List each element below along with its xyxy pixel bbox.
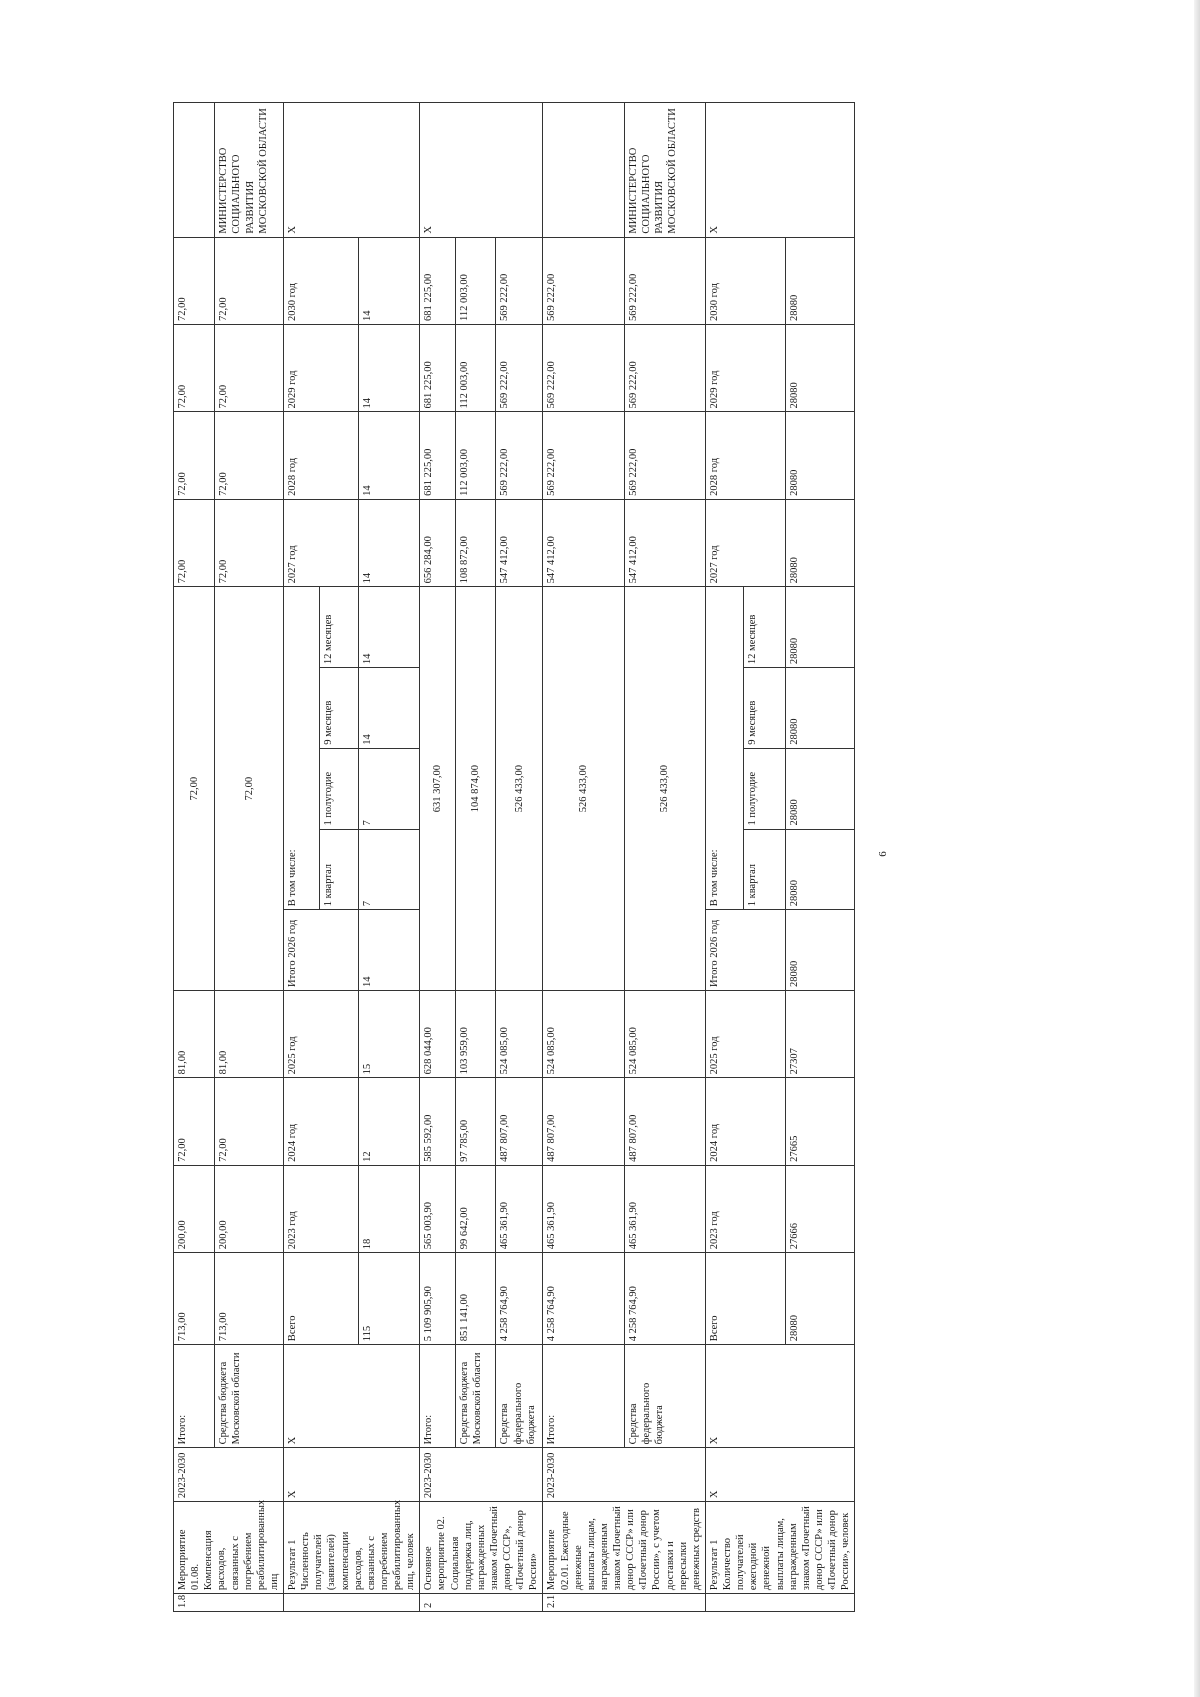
rotated-sheet <box>173 102 852 1612</box>
cell-2025: 628 044,00 <box>420 990 456 1077</box>
hdr-h1: 1 полугодие <box>744 748 786 829</box>
table-row <box>496 103 543 1612</box>
result-source: X <box>284 1345 420 1448</box>
cell-2029: 72,00 <box>215 325 284 412</box>
cell-2029: 72,00 <box>174 325 215 412</box>
cell-2025: 103 959,00 <box>456 990 496 1077</box>
cell-total: 713,00 <box>174 1253 215 1345</box>
hdr-2024: 2024 год <box>705 1078 785 1165</box>
val: 28080 <box>785 237 855 324</box>
cell-2023: 465 361,90 <box>543 1165 624 1252</box>
val: 28080 <box>785 1253 855 1345</box>
hdr-2023: 2023 год <box>705 1165 785 1252</box>
cell-2023: 200,00 <box>174 1165 215 1252</box>
cell-2023: 465 361,90 <box>496 1165 543 1252</box>
table-row <box>456 103 496 1612</box>
val: 27665 <box>785 1078 855 1165</box>
hdr-2027: 2027 год <box>705 499 785 586</box>
source-fed: Средства федерального бюджета <box>624 1345 705 1448</box>
hdr-2026: Итого 2026 год <box>284 910 359 991</box>
hdr-2025: 2025 год <box>705 990 785 1077</box>
hdr-2024: 2024 год <box>284 1078 359 1165</box>
table-row <box>284 103 320 1612</box>
val: 15 <box>358 990 420 1077</box>
cell-2023: 565 003,90 <box>420 1165 456 1252</box>
val: 28080 <box>785 325 855 412</box>
cell-2028: 681 225,00 <box>420 412 456 499</box>
cell-2025: 81,00 <box>215 990 284 1077</box>
cell-2028: 112 003,00 <box>456 412 496 499</box>
cell-2029: 569 222,00 <box>496 325 543 412</box>
hdr-total: Всего <box>705 1253 785 1345</box>
hdr-2027: 2027 год <box>284 499 359 586</box>
hdr-2028: 2028 год <box>705 412 785 499</box>
val: 14 <box>358 910 420 991</box>
cell-2027: 547 412,00 <box>496 499 543 586</box>
hdr-total: Всего <box>284 1253 359 1345</box>
cell-2030: 569 222,00 <box>496 237 543 324</box>
cell-2029: 569 222,00 <box>543 325 624 412</box>
cell-2030: 72,00 <box>215 237 284 324</box>
result-mark: X <box>284 1448 420 1502</box>
cell-2027: 656 284,00 <box>420 499 456 586</box>
val: 12 <box>358 1078 420 1165</box>
val: 27307 <box>785 990 855 1077</box>
cell-2028: 72,00 <box>215 412 284 499</box>
cell-2030: 72,00 <box>174 237 215 324</box>
executor: МИНИСТЕРСТВО СОЦИАЛЬНОГО РАЗВИТИЯ МОСКОВСКОЙ ОБЛАСТИ <box>215 103 284 238</box>
val: 115 <box>358 1253 420 1345</box>
cell-2030: 569 222,00 <box>624 237 705 324</box>
row-number: 2.1 <box>543 1594 706 1612</box>
cell-2024: 97 785,00 <box>456 1078 496 1165</box>
cell-2023: 200,00 <box>215 1165 284 1252</box>
cell-2027: 72,00 <box>215 499 284 586</box>
table-row <box>420 103 456 1612</box>
scan-edge <box>1194 0 1200 1697</box>
source-total: Итого: <box>174 1345 215 1448</box>
hdr-12m: 12 месяцев <box>744 587 786 668</box>
hdr-2029: 2029 год <box>705 325 785 412</box>
hdr-9m: 9 месяцев <box>744 668 786 749</box>
cell-2024: 487 807,00 <box>543 1078 624 1165</box>
cell-2027: 72,00 <box>174 499 215 586</box>
row-name: Основное мероприятие 02. Социальная поддержка лиц, награжденных знаком «Почетный донор СССР», «Почетный донор России» <box>420 1502 543 1594</box>
executor: МИНИСТЕРСТВО СОЦИАЛЬНОГО РАЗВИТИЯ МОСКОВСКОЙ ОБЛАСТИ <box>624 103 705 238</box>
cell-2028: 569 222,00 <box>624 412 705 499</box>
val: 28080 <box>785 668 855 749</box>
cell-2026: 631 307,00 <box>420 587 456 991</box>
result-source: X <box>705 1345 854 1448</box>
val: 14 <box>358 587 420 668</box>
cell-2024: 72,00 <box>215 1078 284 1165</box>
result-x: X <box>705 103 854 238</box>
hdr-2023: 2023 год <box>284 1165 359 1252</box>
cell-2027: 108 872,00 <box>456 499 496 586</box>
cell-2027: 547 412,00 <box>624 499 705 586</box>
hdr-2026: Итого 2026 год <box>705 910 785 991</box>
cell-2030: 681 225,00 <box>420 237 456 324</box>
table-row <box>215 103 284 1612</box>
cell-2026: 526 433,00 <box>496 587 543 991</box>
val: 14 <box>358 412 420 499</box>
cell-total: 4 258 764,90 <box>624 1253 705 1345</box>
val: 14 <box>358 499 420 586</box>
cell-2026: 72,00 <box>174 587 215 991</box>
val: 14 <box>358 237 420 324</box>
cell-total: 713,00 <box>215 1253 284 1345</box>
source-total: Итого: <box>543 1345 624 1448</box>
result-name: Результат 1 Численность получателей (заявителей) компенсации расходов, связанных с погребением реабилитированных лиц, человек <box>284 1502 420 1594</box>
hdr-9m: 9 месяцев <box>319 668 358 749</box>
cell-2024: 487 807,00 <box>496 1078 543 1165</box>
cell-total: 851 141,00 <box>456 1253 496 1345</box>
cell-2026: 104 874,00 <box>456 587 496 991</box>
cell-2029: 681 225,00 <box>420 325 456 412</box>
val: 28080 <box>785 412 855 499</box>
hdr-in-that-number: В том числе: <box>284 587 320 910</box>
source-total: Итого: <box>420 1345 456 1448</box>
cell-2025: 81,00 <box>174 990 215 1077</box>
row-period: 2023-2030 <box>420 1448 543 1502</box>
cell-total: 5 109 905,90 <box>420 1253 456 1345</box>
cell-2024: 585 592,00 <box>420 1078 456 1165</box>
val: 28080 <box>785 499 855 586</box>
hdr-h1: 1 полугодие <box>319 748 358 829</box>
cell-2024: 487 807,00 <box>624 1078 705 1165</box>
row-name: Мероприятие 02.01. Ежегодные денежные выплаты лицам, награжденным знаком «Почетный донор СССР» или «Почетный донор России», с учетом доставки и пересылки денежных средств <box>543 1502 706 1594</box>
row-name: Мероприятие 01.08. Компенсация расходов, связанных с погребением реабилитированных лиц <box>174 1502 284 1594</box>
cell-2028: 72,00 <box>174 412 215 499</box>
table-row <box>174 103 215 1612</box>
hdr-12m: 12 месяцев <box>319 587 358 668</box>
cell-2028: 569 222,00 <box>496 412 543 499</box>
cell-2025: 524 085,00 <box>496 990 543 1077</box>
cell-2030: 569 222,00 <box>543 237 624 324</box>
cell-total: 4 258 764,90 <box>543 1253 624 1345</box>
cell-2029: 112 003,00 <box>456 325 496 412</box>
hdr-2030: 2030 год <box>705 237 785 324</box>
cell-2023: 465 361,90 <box>624 1165 705 1252</box>
hdr-q1: 1 квартал <box>319 829 358 910</box>
val: 28080 <box>785 829 855 910</box>
cell-2029: 569 222,00 <box>624 325 705 412</box>
row-period: 2023-2030 <box>174 1448 284 1502</box>
result-name: Результат 1 Количество получателей ежегодной денежной выплаты лицам, награжденным знаком «Почетный донор СССР» или «Почетный донор России», человек <box>705 1502 854 1594</box>
val: 18 <box>358 1165 420 1252</box>
val: 28080 <box>785 587 855 668</box>
val: 14 <box>358 668 420 749</box>
cell-2026: 526 433,00 <box>543 587 624 991</box>
hdr-2028: 2028 год <box>284 412 359 499</box>
cell-2026: 72,00 <box>215 587 284 991</box>
val: 7 <box>358 748 420 829</box>
row-number: 2 <box>420 1594 543 1612</box>
cell-total: 4 258 764,90 <box>496 1253 543 1345</box>
hdr-q1: 1 квартал <box>744 829 786 910</box>
page-number: 6 <box>876 851 889 857</box>
source-fed: Средства федерального бюджета <box>496 1345 543 1448</box>
source-mo: Средства бюджета Московской области <box>215 1345 284 1448</box>
val: 14 <box>358 325 420 412</box>
cell-2030: 112 003,00 <box>456 237 496 324</box>
val: 27666 <box>785 1165 855 1252</box>
hdr-2029: 2029 год <box>284 325 359 412</box>
hdr-2030: 2030 год <box>284 237 359 324</box>
hdr-2025: 2025 год <box>284 990 359 1077</box>
result-x: X <box>420 103 543 238</box>
result-mark: X <box>705 1448 854 1502</box>
val: 28080 <box>785 910 855 991</box>
row-number: 1.8 <box>174 1594 284 1612</box>
cell-2027: 547 412,00 <box>543 499 624 586</box>
cell-2023: 99 642,00 <box>456 1165 496 1252</box>
cell-2028: 569 222,00 <box>543 412 624 499</box>
cell-2024: 72,00 <box>174 1078 215 1165</box>
table-row <box>543 103 624 1612</box>
result-x: X <box>284 103 420 238</box>
val: 28080 <box>785 748 855 829</box>
val: 7 <box>358 829 420 910</box>
table-row <box>624 103 705 1612</box>
program-table <box>173 102 855 1612</box>
cell-2025: 524 085,00 <box>624 990 705 1077</box>
hdr-in-that-number: В том числе: <box>705 587 743 910</box>
source-mo: Средства бюджета Московской области <box>456 1345 496 1448</box>
row-period: 2023-2030 <box>543 1448 706 1502</box>
cell-2026: 526 433,00 <box>624 587 705 991</box>
table-row <box>705 103 743 1612</box>
cell-2025: 524 085,00 <box>543 990 624 1077</box>
